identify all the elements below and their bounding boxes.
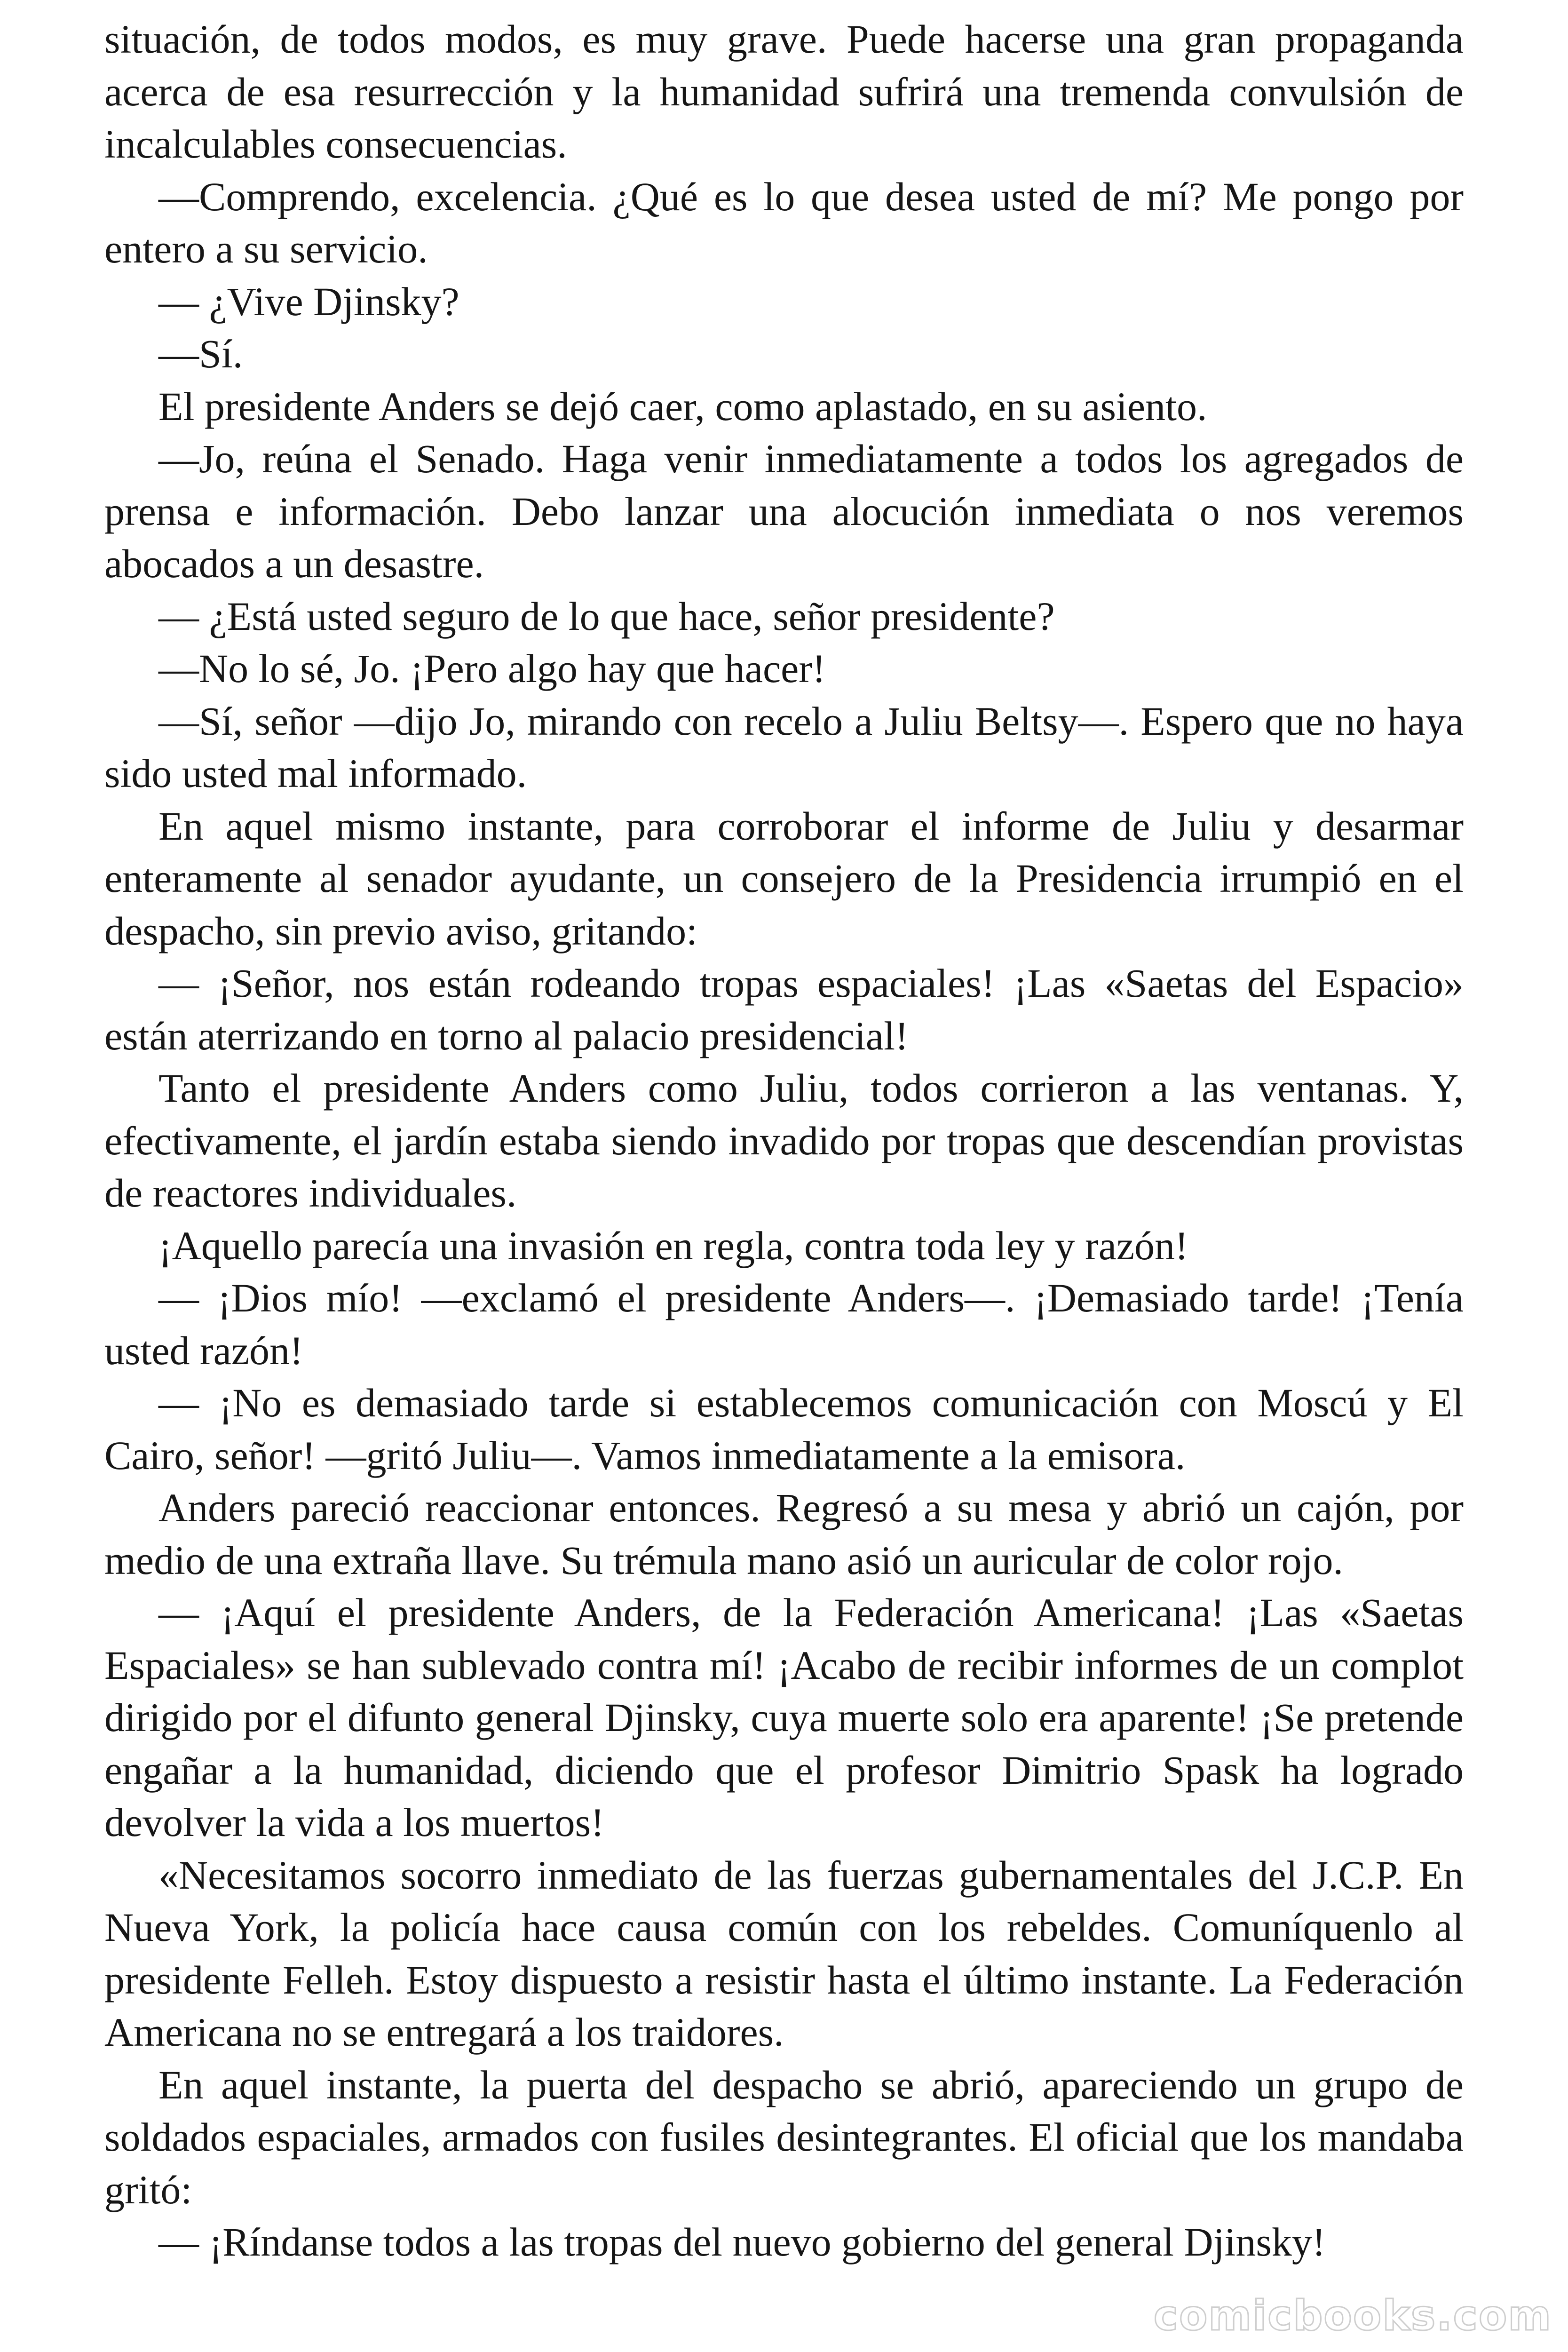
paragraph: El presidente Anders se dejó caer, como aplastado, en su asiento. (158, 383, 1207, 429)
paragraph: —Comprendo, excelencia. ¿Qué es lo que desea usted de mí? Me pongo por entero a su servicio. (104, 174, 1464, 271)
paragraph: —Jo, reúna el Senado. Haga venir inmediatamente a todos los agregados de prensa e información. Debo lanzar una alocución inmediata o nos veremos abocados a un desastre. (104, 436, 1464, 586)
paragraph: — ¡No es demasiado tarde si establecemos comunicación con Moscú y El Cairo, señor! —gritó Juliu—. Vamos inmediatamente a la emisora. (104, 1380, 1464, 1478)
paragraph: —Sí, señor —dijo Jo, mirando con recelo a Juliu Beltsy—. Espero que no haya sido usted mal informado. (104, 698, 1464, 796)
paragraph: — ¿Vive Djinsky? (158, 278, 459, 324)
paragraph: — ¡Aquí el presidente Anders, de la Federación Americana! ¡Las «Saetas Espaciales» se han sublevado contra mí! ¡Acabo de recibir informes de un complot dirigido por el difunto general Djinsky, cuya muerte solo era aparente! ¡Se pretende engañar a la humanidad, diciendo que el profesor Dimitrio Spask ha logrado devolver la vida a los muertos! (104, 1590, 1464, 1845)
paragraph: «Necesitamos socorro inmediato de las fuerzas gubernamentales del J.C.P. En Nueva York, la policía hace causa común con los rebeldes. Comuníquenlo al presidente Felleh. Estoy dispuesto a resistir hasta el último instante. La Federación Americana no se entregará a los traidores. (104, 1852, 1464, 2055)
paragraph: En aquel mismo instante, para corroborar el informe de Juliu y desarmar enteramente al senador ayudante, un consejero de la Presidencia irrumpió en el despacho, sin previo aviso, gritando: (104, 803, 1464, 954)
paragraph: — ¡Dios mío! —exclamó el presidente Anders—. ¡Demasiado tarde! ¡Tenía usted razón! (104, 1275, 1464, 1373)
paragraph: ¡Aquello parecía una invasión en regla, contra toda ley y razón! (158, 1223, 1188, 1268)
paragraph: —Sí. (158, 331, 243, 376)
paragraph: — ¡Ríndanse todos a las tropas del nuevo gobierno del general Djinsky! (158, 2219, 1326, 2265)
book-page-body (104, 13, 1464, 2269)
paragraph: situación, de todos modos, es muy grave. Puede hacerse una gran propaganda acerca de esa resurrección y la humanidad sufrirá una tremenda convulsión de incalculables consecuencias. (104, 16, 1464, 167)
watermark-logo: comicbooks.com (1153, 2291, 1552, 2340)
paragraph: — ¡Señor, nos están rodeando tropas espaciales! ¡Las «Saetas del Espacio» están aterrizando en torno al palacio presidencial! (104, 961, 1464, 1058)
paragraph: Anders pareció reaccionar entonces. Regresó a su mesa y abrió un cajón, por medio de una extraña llave. Su trémula mano asió un auricular de color rojo. (104, 1485, 1464, 1583)
paragraph: Tanto el presidente Anders como Juliu, todos corrieron a las ventanas. Y, efectivamente, el jardín estaba siendo invadido por tropas que descendían provistas de reactores individuales. (104, 1065, 1464, 1216)
paragraph: —No lo sé, Jo. ¡Pero algo hay que hacer! (158, 646, 826, 691)
paragraph: En aquel instante, la puerta del despacho se abrió, apareciendo un grupo de soldados espaciales, armados con fusiles desintegrantes. El oficial que los mandaba gritó: (104, 2062, 1464, 2212)
paragraph: — ¿Está usted seguro de lo que hace, señor presidente? (158, 593, 1055, 639)
